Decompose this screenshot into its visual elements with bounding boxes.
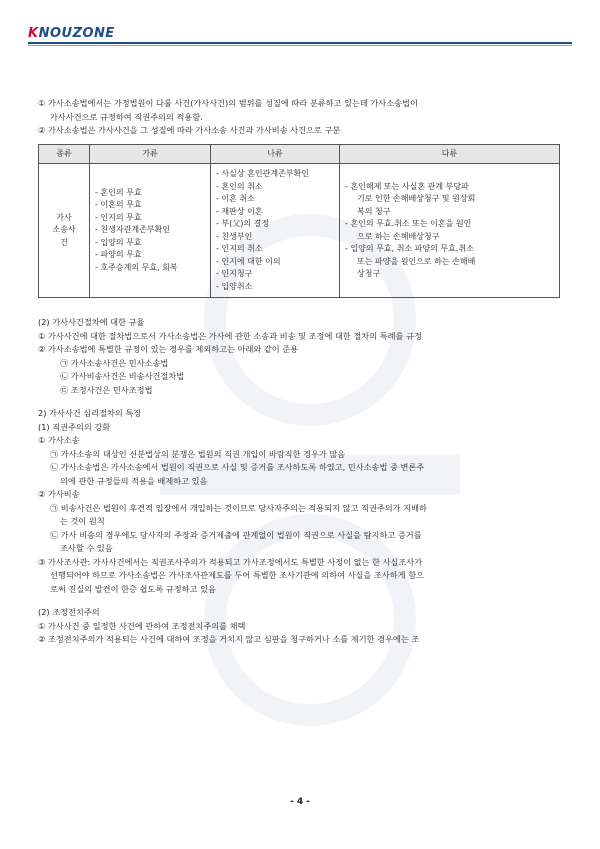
header-rule bbox=[28, 42, 572, 44]
na-item: - 재판상 이혼 bbox=[216, 206, 263, 216]
section-heading: 2) 가사사건 심리절차의 특징 bbox=[38, 408, 142, 418]
table-row bbox=[39, 164, 560, 298]
paragraph-line: ② 가사소송법에 특별한 규정이 있는 경우를 제외하고는 아래와 같이 준용 bbox=[38, 344, 299, 354]
paragraph-line: ㉡ 가사소송법은 가사소송에서 법원이 직권으로 사실 및 증거를 조사하도록 하였고, 민사소송법 중 변론주 bbox=[50, 462, 425, 472]
ga-item: - 입양의 무효 bbox=[95, 237, 142, 247]
paragraph-line: ㉠ 가사소송의 대상인 신분법상의 분쟁은 법원의 직권 개입이 바람직한 경우가 많음 bbox=[50, 448, 346, 459]
table-cell-type bbox=[39, 164, 90, 298]
na-item: - 혼인의 취소 bbox=[216, 181, 263, 191]
da-item: 또는 파양을 원인으로 하는 손해배 bbox=[357, 256, 476, 266]
paragraph-line: ㉠ 비송사건은 법원이 후견적 입장에서 개입하는 것이므로 당사자주의는 적용되지 않고 직권주의가 지배하 bbox=[50, 502, 427, 513]
na-item: - 인지의 취소 bbox=[216, 244, 263, 253]
type-label-line: 가사 bbox=[56, 212, 72, 222]
table-header-ga: 가류 bbox=[90, 144, 211, 164]
paragraph-line: ③ 가사조사관: 가사사건에서는 직권조사주의가 적용되고 가사조정에서도 특별한 사정이 없는 한 사실조사가 bbox=[38, 556, 423, 567]
paragraph-line: ㉢ 조정사건은 민사조정법 bbox=[60, 384, 153, 395]
table-header-type: 종류 bbox=[39, 144, 90, 164]
da-item: - 혼인의 무효.취소 또는 이혼을 원인 bbox=[345, 219, 472, 228]
ga-item: - 이혼의 무효 bbox=[95, 200, 142, 210]
intro-line-2: 가사사건으로 규정하여 직권주의의 적용함. bbox=[50, 111, 203, 122]
table-cell-ga bbox=[90, 164, 211, 298]
da-item: 상청구 bbox=[357, 269, 381, 278]
intro-line-3: ② 가사소송법은 가사사건을 그 성질에 따라 가사소송 사건과 가사비송 사건으로 구분 bbox=[38, 125, 341, 135]
page-number: - 4 - bbox=[290, 797, 310, 807]
ga-item: - 파양의 무효 bbox=[95, 250, 142, 260]
paragraph-line: ㉡ 가사 비송의 경우에도 당사자의 주장과 증거제출에 관계없이 법원이 직권으로 사실을 탐지하고 증거를 bbox=[50, 529, 422, 540]
table-cell-na bbox=[211, 164, 340, 298]
type-label-line: 건 bbox=[60, 237, 68, 247]
type-label-line: 소송사 bbox=[52, 225, 76, 235]
paragraph-line: 로써 진실의 발견이 한층 쉽도록 규정하고 있음 bbox=[50, 583, 216, 594]
paragraph-line: ① 가사사건에 대한 절차법으로서 가사소송법은 가사에 관한 소송과 비송 및 조정에 대한 절차의 특례를 규정 bbox=[38, 330, 422, 341]
paragraph-line: 는 것이 원칙 bbox=[60, 516, 105, 526]
da-item: 기로 인한 손해배상청구 및 원상회 bbox=[357, 194, 476, 203]
na-item: - 인지에 대한 이의 bbox=[216, 256, 281, 266]
header-rule-thin bbox=[28, 45, 572, 46]
section-heading: (2) 가사사건절차에 대한 규율 bbox=[38, 317, 145, 327]
ga-item: - 혼인의 무효 bbox=[95, 187, 142, 197]
paragraph-line: ㉡ 가사비송사건은 비송사건절차법 bbox=[60, 371, 185, 381]
ga-item: - 호주승계의 무효, 회복 bbox=[95, 262, 178, 272]
intro-line-1: ① 가사소송법에서는 가정법원이 다룰 사건(가사사건)의 범위를 성질에 따라 분류하고 있는데 가사소송법이 bbox=[38, 98, 418, 108]
paragraph-line: 선행되어야 하므로 가사소송법은 가사조사관제도를 두어 특별한 조사기관에 의하여 사실을 조사하게 함으 bbox=[50, 570, 425, 580]
da-item: - 입양의 무효, 취소 파양의 무효.취소 bbox=[345, 244, 474, 253]
na-item: - 사실상 혼인관계존부확인 bbox=[216, 169, 309, 178]
da-item: 으로 하는 손해배상청구 bbox=[357, 231, 440, 241]
da-item: 복의 청구 bbox=[357, 206, 391, 216]
paragraph-line: 조사할 수 있음 bbox=[60, 543, 113, 553]
na-item: - 인지청구 bbox=[216, 269, 253, 278]
na-item: - 입양취소 bbox=[216, 281, 253, 291]
paragraph-line: ① 가사소송 bbox=[38, 435, 80, 445]
header-logo bbox=[28, 22, 115, 41]
section-heading: (2) 조정전치주의 bbox=[38, 607, 100, 617]
ga-item: - 인지의 무효 bbox=[95, 212, 142, 222]
document-body bbox=[38, 97, 560, 647]
paragraph-line: ② 조정전치주의가 적용되는 사건에 대하여 조정을 거치지 않고 심판을 청구하거나 소를 제기한 경우에는 조 bbox=[38, 634, 420, 644]
paragraph-line: ㉠ 가사소송사건은 민사소송법 bbox=[60, 357, 169, 368]
na-item: - 이혼 취소 bbox=[216, 194, 255, 203]
paragraph-line: ② 가사비송 bbox=[38, 489, 80, 499]
paragraph-line: ① 가사사건 중 일정한 사건에 관하여 조정전치주의를 채택 bbox=[38, 620, 246, 631]
na-item: - 친생부인 bbox=[216, 231, 253, 241]
table-header-na: 나류 bbox=[211, 144, 340, 164]
da-item: - 혼인해제 또는 사실혼 관계 부당파 bbox=[345, 181, 469, 191]
case-type-table bbox=[38, 144, 560, 299]
sub-heading: (1) 직권주의의 강화 bbox=[38, 421, 111, 432]
ga-item: - 친생자관계존부확인 bbox=[95, 225, 170, 235]
na-item: - 부(父)의 결정 bbox=[216, 219, 270, 228]
table-header-da: 다류 bbox=[340, 144, 560, 164]
knouzone-logo: KNOUZONE bbox=[28, 26, 115, 41]
paragraph-line: 의에 관한 규정들의 적용을 배제하고 있음 bbox=[60, 475, 208, 486]
table-cell-da bbox=[340, 164, 560, 298]
